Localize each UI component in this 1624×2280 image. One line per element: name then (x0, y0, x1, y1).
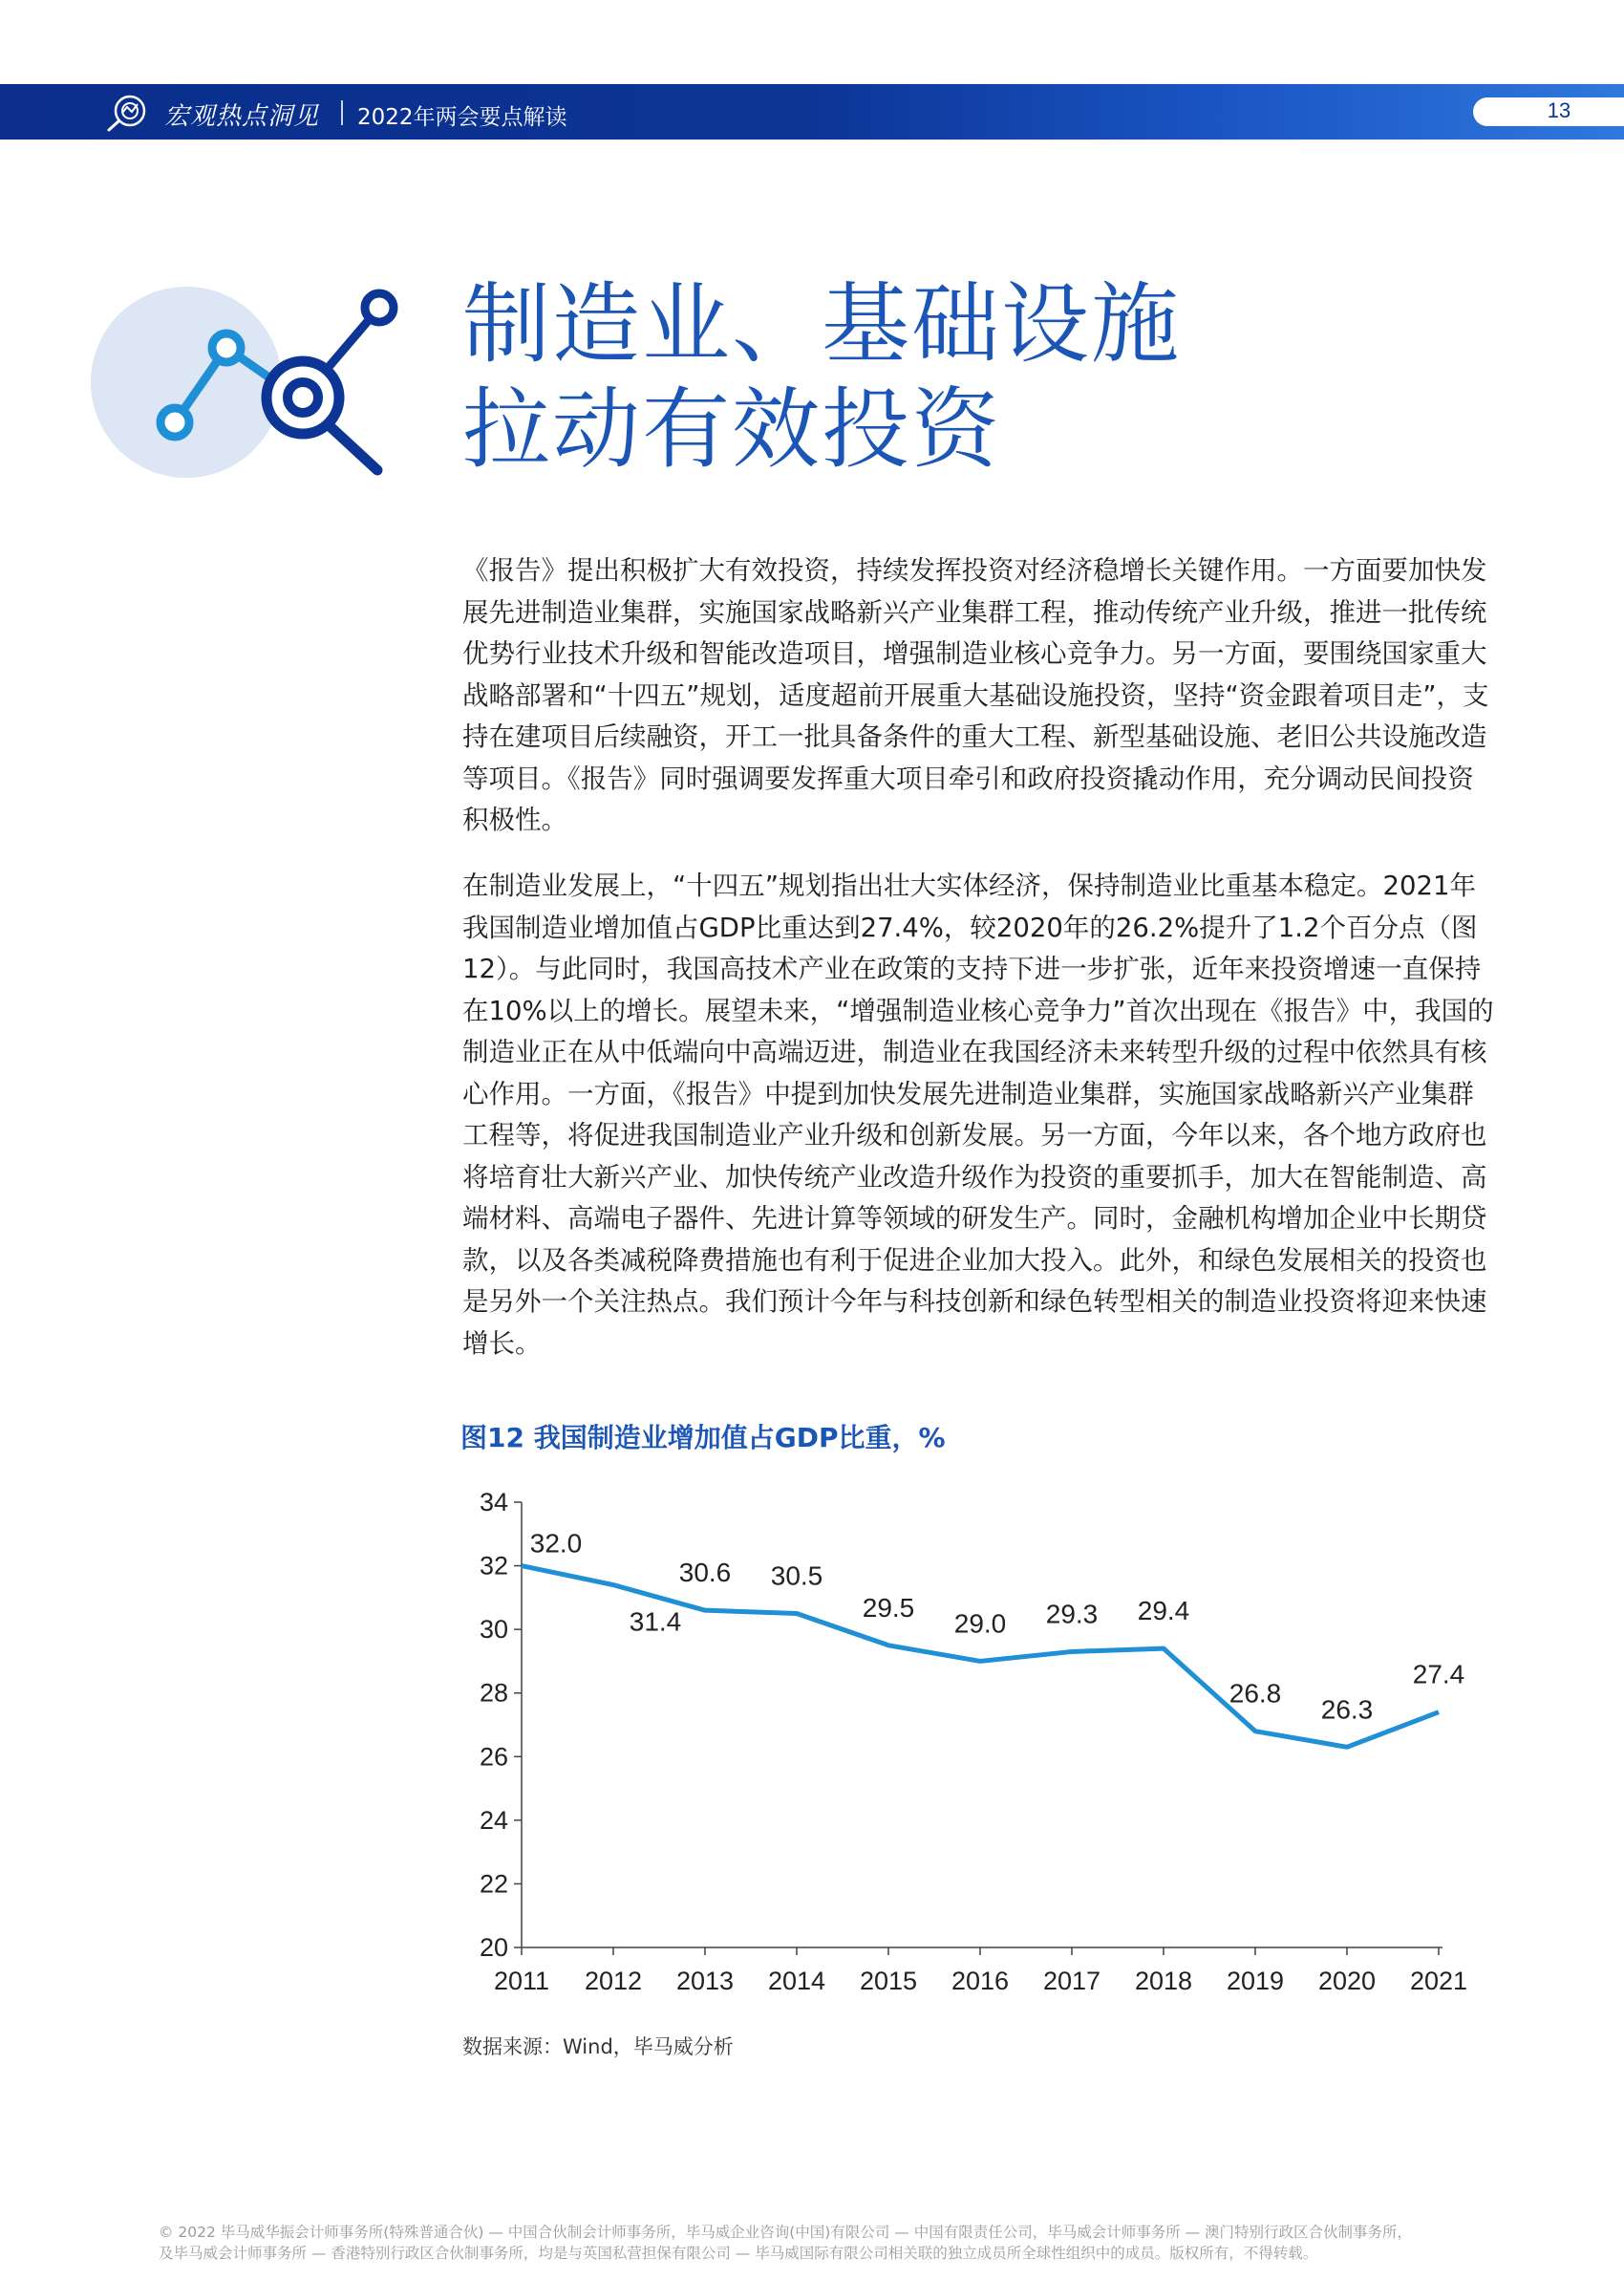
header-title: 宏观热点洞见 (164, 102, 320, 131)
kpmg-insight-logo-icon (105, 92, 149, 132)
series-line (522, 1566, 1439, 1748)
analytics-magnifier-icon (91, 277, 406, 487)
data-label: 31.4 (629, 1606, 682, 1637)
page-title-line-2: 拉动有效投资 (462, 378, 1002, 481)
copyright-footer (159, 2222, 1496, 2264)
y-tick-label: 34 (479, 1488, 508, 1516)
y-tick-label: 30 (479, 1615, 508, 1645)
x-tick-label: 2017 (1042, 1967, 1101, 1995)
x-tick-label: 2019 (1226, 1967, 1285, 1995)
y-tick-label: 20 (479, 1933, 508, 1962)
x-tick-label: 2014 (767, 1967, 826, 1995)
y-tick-label: 24 (479, 1805, 508, 1835)
data-label: 29.5 (862, 1592, 915, 1623)
y-tick-label: 22 (479, 1869, 508, 1899)
data-label: 26.3 (1320, 1694, 1374, 1725)
figure-source: 数据来源：Wind，毕马威分析 (462, 2035, 734, 2058)
x-tick-label: 2015 (859, 1967, 918, 1995)
y-tick-label: 32 (479, 1551, 508, 1581)
body-paragraph-2: 在制造业发展上，“十四五”规划指出壮大实体经济，保持制造业比重基本稳定。2021年我国制造业增加值占GDP比重达到27.4%，较2020年的26.2%提升了1.2个百分点（图12）。与此同时，我国高技术产业在政策的支持下进一步扩张，近年来投资增速一直保持在10%以上的增长。展望未来，“增强制造业核心竞争力”首次出现在《报告》中，我国的制造业正在从中低端向中高端迈进，制造业在我国经济未来转型升级的过程中依然具有核心作用。一方面，《报告》中提到加快发展先进制造业集群，实施国家战略新兴产业集群工程等，将促进我国制造业产业升级和创新发展。另一方面，今年以来，各个地方政府也将培育壮大新兴产业、加快传统产业改造升级作为投资的重要抓手，加大在智能制造、高端材料、高端电子器件、先进计算等领域的研发生产。同时，金融机构增加企业中长期贷款，以及各类减税降费措施也有利于促进企业加大投入。此外，和绿色发展相关的投资也是另外一个关注热点。我们预计今年与科技创新和绿色转型相关的制造业投资将迎来快速增长。 (462, 871, 1494, 1359)
header-separator (341, 100, 343, 125)
x-tick-label: 2011 (493, 1967, 550, 1995)
data-label: 27.4 (1412, 1659, 1465, 1689)
data-label: 29.4 (1137, 1596, 1190, 1626)
data-label: 32.0 (529, 1528, 583, 1559)
header-subtitle: 2022年两会要点解读 (357, 105, 567, 130)
x-tick-label: 2021 (1409, 1967, 1468, 1995)
y-tick-label: 28 (479, 1678, 508, 1708)
page-title-line-1: 制造业、基础设施 (462, 273, 1182, 376)
page-number: 13 (1547, 98, 1571, 122)
x-tick-label: 2013 (675, 1967, 735, 1995)
figure-title: 图12 我国制造业增加值占GDP比重，% (460, 1422, 946, 1453)
x-tick-label: 2012 (584, 1967, 643, 1995)
footer-line-1: © 2022 毕马威华振会计师事务所(特殊普通合伙) — 中国合伙制会计师事务所，毕马威企业咨询(中国)有限公司 — 中国有限责任公司，毕马威会计师事务所 — 澳门特别行政区合伙制事务所， (159, 2224, 1413, 2241)
data-label: 29.0 (953, 1608, 1007, 1639)
data-label: 30.6 (678, 1558, 732, 1588)
x-tick-label: 2018 (1134, 1967, 1193, 1995)
data-label: 30.5 (770, 1560, 823, 1591)
footer-line-2: 及毕马威会计师事务所 — 香港特别行政区合伙制事务所，均是与英国私营担保有限公司 — 毕马威国际有限公司相关联的独立成员所全球性组织中的成员。版权所有，不得转载。 (159, 2245, 1318, 2262)
body-paragraph-1: 《报告》提出积极扩大有效投资，持续发挥投资对经济稳增长关键作用。一方面要加快发展先进制造业集群，实施国家战略新兴产业集群工程，推动传统产业升级，推进一批传统优势行业技术升级和智能改造项目，增强制造业核心竞争力。另一方面，要围绕国家重大战略部署和“十四五”规划，适度超前开展重大基础设施投资，坚持“资金跟着项目走”，支持在建项目后续融资，开工一批具备条件的重大工程、新型基础设施、老旧公共设施改造等项目。《报告》同时强调要发挥重大项目牵引和政府投资撬动作用，充分调动民间投资积极性。 (462, 555, 1489, 835)
x-tick-label: 2016 (951, 1967, 1010, 1995)
page-title (462, 272, 1181, 483)
x-tick-label: 2020 (1317, 1967, 1377, 1995)
y-tick-label: 26 (479, 1742, 508, 1772)
data-label: 29.3 (1045, 1599, 1099, 1629)
line-chart (449, 1472, 1509, 2016)
data-label: 26.8 (1229, 1678, 1282, 1709)
